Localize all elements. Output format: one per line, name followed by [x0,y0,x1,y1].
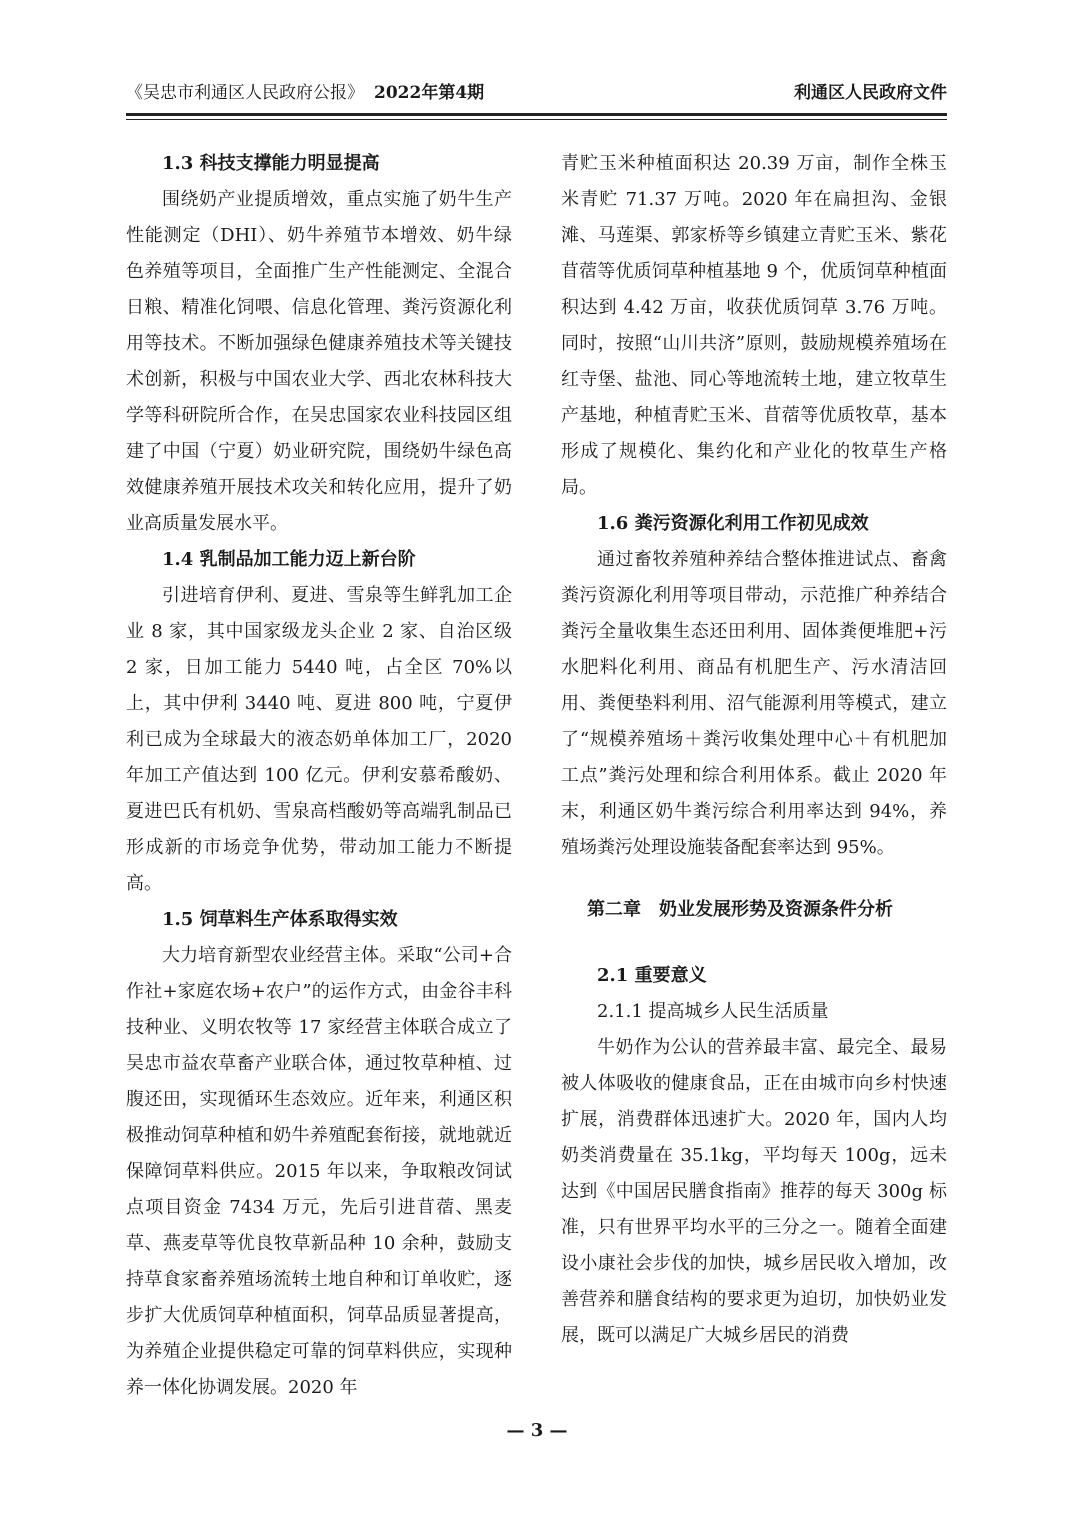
left-column [126,146,512,1406]
paragraph-1-4: 引进培育伊利、夏进、雪泉等生鲜乳加工企业 8 家，其中国家级龙头企业 2 家、自治区级 2 家，日加工能力 5440 吨，占全区 70%以上，其中伊利 3440 吨、夏进 800 吨，宁夏伊利已成为全球最大的液态奶单体加工厂，2020 年加工产值达到 100 亿元。伊利安慕希酸奶、夏进巴氏有机奶、雪泉高档酸奶等高端乳制品已形成新的市场竞争优势，带动加工能力不断提高。 [126,585,512,894]
paragraph-1-5-continued: 青贮玉米种植面积达 20.39 万亩，制作全株玉米青贮 71.37 万吨。2020 年在扁担沟、金银滩、马莲渠、郭家桥等乡镇建立青贮玉米、紫花苜蓿等优质饲草种植基地 9 个，优质饲草种植面积达到 4.42 万亩，收获优质饲草 3.76 万吨。同时，按照“山川共济”原则，鼓励规模养殖场在红寺堡、盐池、同心等地流转土地，建立牧草生产基地，种植青贮玉米、苜蓿等优质牧草，基本形成了规模化、集约化和产业化的牧草生产格局。 [561,153,947,498]
header-document-type: 利通区人民政府文件 [794,83,947,103]
right-column [561,146,947,1354]
header-rule-thin [126,119,947,120]
paragraph-1-6: 通过畜牧养殖种养结合整体推进试点、畜禽粪污资源化利用等项目带动，示范推广种养结合粪污全量收集生态还田利用、固体粪便堆肥+污水肥料化利用、商品有机肥生产、污水清洁回用、粪便垫料利用、沼气能源利用等模式，建立了“规模养殖场＋粪污收集处理中心＋有机肥加工点”粪污处理和综合利用体系。截止 2020 年末，利通区奶牛粪污综合利用率达到 94%，养殖场粪污处理设施装备配套率达到 95%。 [561,549,947,858]
header-publication [126,78,484,108]
chapter-title: 第二章 奶业发展形势及资源条件分析 [587,899,893,920]
section-heading-2-1: 2.1 重要意义 [597,965,707,986]
paragraph-1-5: 大力培育新型农业经营主体。采取“公司+合作社+家庭农场+农户”的运作方式，由金谷丰科技种业、义明农牧等 17 家经营主体联合成立了吴忠市益农草畜产业联合体，通过牧草种植、过腹还田，实现循环生态效应。近年来，利通区积极推动饲草种植和奶牛养殖配套衔接，就地就近保障饲草料供应。2015 年以来，争取粮改饲试点项目资金 7434 万元，先后引进苜蓿、黑麦草、燕麦草等优良牧草新品种 10 余种，鼓励支持草食家畜养殖场流转土地自种和订单收贮，逐步扩大优质饲草种植面积，饲草品质显著提高，为养殖企业提供稳定可靠的饲草料供应，实现种养一体化协调发展。2020 年 [126,945,512,1398]
paragraph-1-3: 围绕奶产业提质增效，重点实施了奶牛生产性能测定（DHI）、奶牛养殖节本增效、奶牛绿色养殖等项目，全面推广生产性能测定、全混合日粮、精准化饲喂、信息化管理、粪污资源化利用等技术。不断加强绿色健康养殖技术等关键技术创新，积极与中国农业大学、西北农林科技大学等科研院所合作，在吴忠国家农业科技园区组建了中国（宁夏）奶业研究院，围绕奶牛绿色高效健康养殖开展技术攻关和转化应用，提升了奶业高质量发展水平。 [126,189,512,534]
paragraph-2-1-1: 牛奶作为公认的营养最丰富、最完全、最易被人体吸收的健康食品，正在由城市向乡村快速扩展，消费群体迅速扩大。2020 年，国内人均奶类消费量在 35.1kg，平均每天 100g，远未达到《中国居民膳食指南》推荐的每天 300g 标准，只有世界平均水平的三分之一。随着全面建设小康社会步伐的加快，城乡居民收入增加，改善营养和膳食结构的要求更为迫切，加快奶业发展，既可以满足广大城乡居民的消费 [561,1037,947,1346]
subsection-heading-2-1-1: 2.1.1 提高城乡人民生活质量 [597,1001,829,1022]
header-title: 《吴忠市利通区人民政府公报》 [126,83,364,103]
section-heading-1-3: 1.3 科技支撑能力明显提高 [162,153,380,174]
section-heading-1-6: 1.6 粪污资源化利用工作初见成效 [597,513,869,534]
header-rule-thick [126,113,947,116]
section-heading-1-4: 1.4 乳制品加工能力迈上新台阶 [162,549,416,570]
header-issue: 2022年第4期 [374,83,485,103]
page-header [126,78,947,108]
section-heading-1-5: 1.5 饲草料生产体系取得实效 [162,909,398,930]
page-number: — 3 — [506,1420,568,1441]
